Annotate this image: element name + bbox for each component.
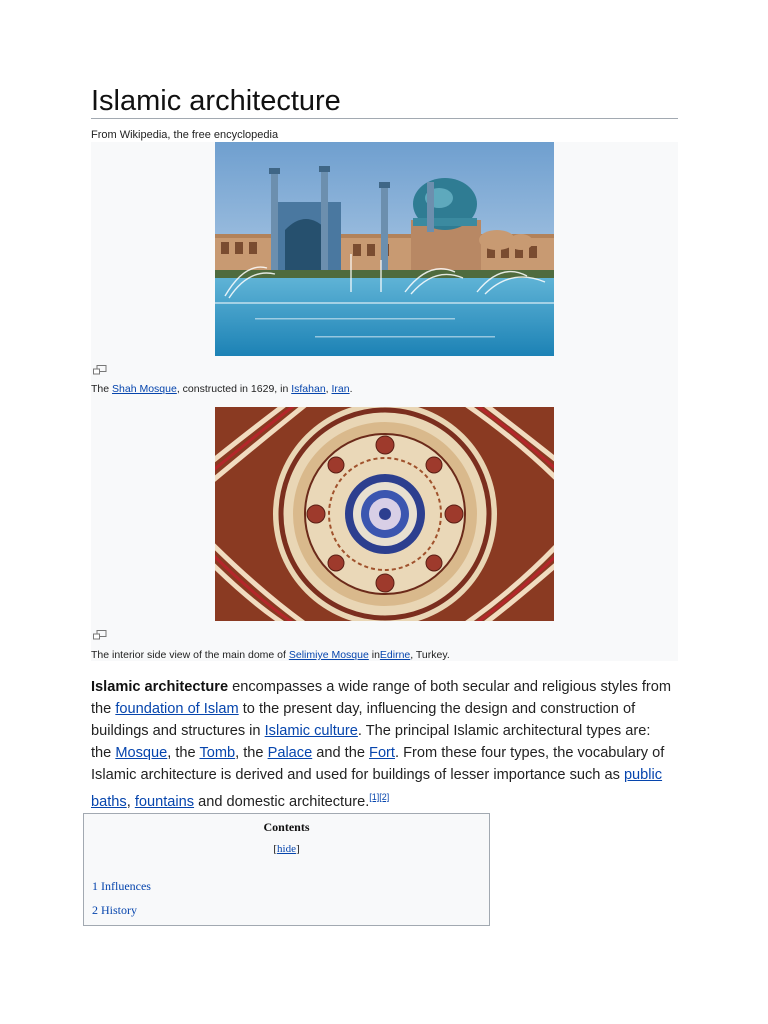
tagline: From Wikipedia, the free encyclopedia <box>91 129 279 141</box>
link-isfahan[interactable]: Isfahan <box>291 383 326 395</box>
link-palace[interactable]: Palace <box>267 745 313 761</box>
selimiye-dome-image[interactable] <box>215 407 554 621</box>
figure-caption-2: The interior side view of the main dome of Selimiye Mosque inEdirne, Turkey. <box>91 649 450 661</box>
enlarge-icon[interactable] <box>93 365 107 375</box>
lead-bold-term: Islamic architecture <box>91 679 229 695</box>
link-shah-mosque[interactable]: Shah Mosque <box>112 383 177 395</box>
link-islamic-culture[interactable]: Islamic culture <box>264 723 358 739</box>
link-selimiye-mosque[interactable]: Selimiye Mosque <box>288 649 369 661</box>
figure-caption-1: The Shah Mosque, constructed in 1629, in Isfahan, Iran. <box>91 383 353 395</box>
link-public-baths[interactable]: public baths <box>91 767 663 810</box>
link-tomb[interactable]: Tomb <box>199 745 236 761</box>
reference-2[interactable]: [2] <box>379 792 390 802</box>
enlarge-icon[interactable] <box>93 630 107 640</box>
link-iran[interactable]: Iran <box>331 383 350 395</box>
link-foundation-of-islam[interactable]: foundation of Islam <box>115 701 239 717</box>
table-of-contents <box>83 813 490 926</box>
link-mosque[interactable]: Mosque <box>115 745 168 761</box>
link-edirne[interactable]: Edirne <box>379 649 411 661</box>
title-divider <box>91 118 678 119</box>
toc-hide-link[interactable]: hide <box>277 843 296 855</box>
page-title: Islamic architecture <box>91 85 341 117</box>
shah-mosque-image[interactable] <box>215 142 554 356</box>
toc-item-history[interactable]: 2 History <box>92 903 137 917</box>
link-fort[interactable]: Fort <box>369 745 395 761</box>
toc-title: Contents <box>263 820 310 834</box>
toc-toggle: [hide] <box>273 843 300 855</box>
reference-1[interactable]: [1] <box>369 792 380 802</box>
link-fountains[interactable]: fountains <box>134 793 195 810</box>
toc-item-influences[interactable]: 1 Influences <box>92 879 151 893</box>
lead-paragraph: Islamic architecture encompasses a wide range of both secular and religious styles from the foundation of Islam to the present day, influencing the design and construction of buildings and structures in Islamic culture. The principal Islamic architectural types are: the Mosque, the Tomb, the Palace and the Fort. From these four types, the vocabulary of Islamic architecture is derived and used for buildings of lesser importance such as public baths, fountains and domestic architecture.[1][2] <box>91 679 672 810</box>
